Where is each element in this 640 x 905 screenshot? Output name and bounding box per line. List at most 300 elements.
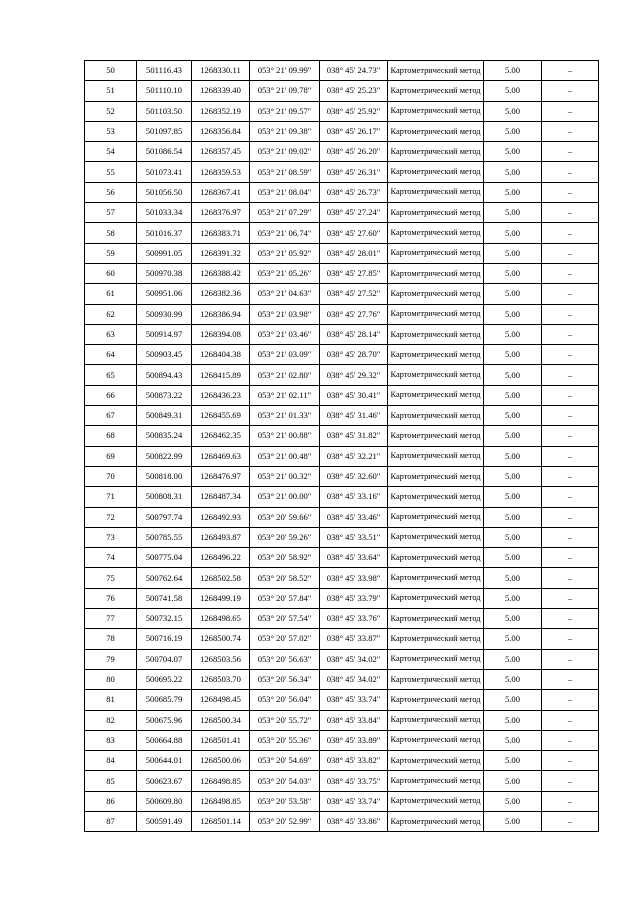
point-number-cell: 61 [85, 284, 137, 304]
method-cell: Картометрический метод [388, 629, 484, 649]
method-cell: Картометрический метод [388, 162, 484, 182]
point-number-cell: 63 [85, 324, 137, 344]
accuracy-cell: 5.00 [484, 406, 542, 426]
table-row [85, 263, 599, 283]
method-cell: Картометрический метод [388, 710, 484, 730]
point-number-cell: 73 [85, 527, 137, 547]
accuracy-cell: 5.00 [484, 101, 542, 121]
longitude-cell: 038° 45' 33.98" [320, 568, 388, 588]
note-cell: – [542, 446, 599, 466]
table-row [85, 751, 599, 771]
longitude-cell: 038° 45' 33.64" [320, 548, 388, 568]
method-cell: Картометрический метод [388, 223, 484, 243]
longitude-cell: 038° 45' 26.20" [320, 142, 388, 162]
x-coordinate-cell: 501016.37 [137, 223, 192, 243]
point-number-cell: 59 [85, 243, 137, 263]
point-number-cell: 70 [85, 466, 137, 486]
note-cell: – [542, 771, 599, 791]
latitude-cell: 053° 21' 07.29" [250, 203, 320, 223]
longitude-cell: 038° 45' 32.60" [320, 466, 388, 486]
latitude-cell: 053° 21' 09.99" [250, 61, 320, 81]
latitude-cell: 053° 21' 01.33" [250, 406, 320, 426]
table-row [85, 142, 599, 162]
method-cell: Картометрический метод [388, 324, 484, 344]
method-cell: Картометрический метод [388, 811, 484, 831]
accuracy-cell: 5.00 [484, 365, 542, 385]
y-coordinate-cell: 1268469.63 [192, 446, 250, 466]
x-coordinate-cell: 501110.10 [137, 81, 192, 101]
longitude-cell: 038° 45' 28.01" [320, 243, 388, 263]
x-coordinate-cell: 501097.85 [137, 121, 192, 141]
method-cell: Картометрический метод [388, 751, 484, 771]
y-coordinate-cell: 1268498.45 [192, 690, 250, 710]
point-number-cell: 62 [85, 304, 137, 324]
point-number-cell: 80 [85, 669, 137, 689]
accuracy-cell: 5.00 [484, 446, 542, 466]
x-coordinate-cell: 500762.64 [137, 568, 192, 588]
method-cell: Картометрический метод [388, 487, 484, 507]
latitude-cell: 053° 20' 59.66" [250, 507, 320, 527]
latitude-cell: 053° 20' 54.03" [250, 771, 320, 791]
x-coordinate-cell: 500644.01 [137, 751, 192, 771]
table-row [85, 466, 599, 486]
accuracy-cell: 5.00 [484, 609, 542, 629]
method-cell: Картометрический метод [388, 101, 484, 121]
table-row [85, 243, 599, 263]
table-row [85, 304, 599, 324]
y-coordinate-cell: 1268498.65 [192, 609, 250, 629]
x-coordinate-cell: 500835.24 [137, 426, 192, 446]
longitude-cell: 038° 45' 30.41" [320, 385, 388, 405]
x-coordinate-cell: 500849.31 [137, 406, 192, 426]
x-coordinate-cell: 500675.96 [137, 710, 192, 730]
y-coordinate-cell: 1268503.70 [192, 669, 250, 689]
x-coordinate-cell: 500716.19 [137, 629, 192, 649]
accuracy-cell: 5.00 [484, 243, 542, 263]
note-cell: – [542, 811, 599, 831]
latitude-cell: 053° 21' 05.92" [250, 243, 320, 263]
y-coordinate-cell: 1268386.94 [192, 304, 250, 324]
x-coordinate-cell: 501073.41 [137, 162, 192, 182]
y-coordinate-cell: 1268462.35 [192, 426, 250, 446]
point-number-cell: 82 [85, 710, 137, 730]
longitude-cell: 038° 45' 25.92" [320, 101, 388, 121]
coordinates-table-body [85, 61, 599, 832]
accuracy-cell: 5.00 [484, 669, 542, 689]
note-cell: – [542, 649, 599, 669]
note-cell: – [542, 669, 599, 689]
latitude-cell: 053° 20' 57.02" [250, 629, 320, 649]
longitude-cell: 038° 45' 33.16" [320, 487, 388, 507]
method-cell: Картометрический метод [388, 446, 484, 466]
latitude-cell: 053° 21' 08.04" [250, 182, 320, 202]
point-number-cell: 55 [85, 162, 137, 182]
point-number-cell: 68 [85, 426, 137, 446]
method-cell: Картометрический метод [388, 243, 484, 263]
y-coordinate-cell: 1268330.11 [192, 61, 250, 81]
note-cell: – [542, 385, 599, 405]
table-row [85, 649, 599, 669]
method-cell: Картометрический метод [388, 548, 484, 568]
y-coordinate-cell: 1268498.85 [192, 771, 250, 791]
longitude-cell: 038° 45' 27.24" [320, 203, 388, 223]
y-coordinate-cell: 1268391.32 [192, 243, 250, 263]
table-row [85, 690, 599, 710]
longitude-cell: 038° 45' 33.86" [320, 811, 388, 831]
method-cell: Картометрический метод [388, 426, 484, 446]
y-coordinate-cell: 1268388.42 [192, 263, 250, 283]
longitude-cell: 038° 45' 33.87" [320, 629, 388, 649]
point-number-cell: 79 [85, 649, 137, 669]
point-number-cell: 52 [85, 101, 137, 121]
method-cell: Картометрический метод [388, 304, 484, 324]
note-cell: – [542, 121, 599, 141]
accuracy-cell: 5.00 [484, 81, 542, 101]
y-coordinate-cell: 1268436.23 [192, 385, 250, 405]
point-number-cell: 67 [85, 406, 137, 426]
x-coordinate-cell: 500903.45 [137, 345, 192, 365]
latitude-cell: 053° 20' 55.72" [250, 710, 320, 730]
method-cell: Картометрический метод [388, 81, 484, 101]
table-row [85, 81, 599, 101]
accuracy-cell: 5.00 [484, 690, 542, 710]
y-coordinate-cell: 1268367.41 [192, 182, 250, 202]
point-number-cell: 50 [85, 61, 137, 81]
longitude-cell: 038° 45' 31.46" [320, 406, 388, 426]
note-cell: – [542, 791, 599, 811]
longitude-cell: 038° 45' 29.32" [320, 365, 388, 385]
note-cell: – [542, 142, 599, 162]
point-number-cell: 78 [85, 629, 137, 649]
note-cell: – [542, 101, 599, 121]
y-coordinate-cell: 1268492.93 [192, 507, 250, 527]
longitude-cell: 038° 45' 28.70" [320, 345, 388, 365]
point-number-cell: 60 [85, 263, 137, 283]
latitude-cell: 053° 20' 58.92" [250, 548, 320, 568]
note-cell: – [542, 406, 599, 426]
method-cell: Картометрический метод [388, 365, 484, 385]
method-cell: Картометрический метод [388, 649, 484, 669]
accuracy-cell: 5.00 [484, 710, 542, 730]
method-cell: Картометрический метод [388, 121, 484, 141]
accuracy-cell: 5.00 [484, 466, 542, 486]
latitude-cell: 053° 21' 00.48" [250, 446, 320, 466]
method-cell: Картометрический метод [388, 609, 484, 629]
x-coordinate-cell: 500914.97 [137, 324, 192, 344]
note-cell: – [542, 690, 599, 710]
y-coordinate-cell: 1268415.89 [192, 365, 250, 385]
accuracy-cell: 5.00 [484, 284, 542, 304]
point-number-cell: 75 [85, 568, 137, 588]
point-number-cell: 56 [85, 182, 137, 202]
latitude-cell: 053° 20' 56.63" [250, 649, 320, 669]
note-cell: – [542, 527, 599, 547]
coordinates-table [84, 60, 599, 832]
y-coordinate-cell: 1268357.45 [192, 142, 250, 162]
latitude-cell: 053° 20' 59.26" [250, 527, 320, 547]
longitude-cell: 038° 45' 33.75" [320, 771, 388, 791]
accuracy-cell: 5.00 [484, 730, 542, 750]
method-cell: Картометрический метод [388, 284, 484, 304]
longitude-cell: 038° 45' 33.79" [320, 588, 388, 608]
longitude-cell: 038° 45' 28.14" [320, 324, 388, 344]
x-coordinate-cell: 500785.55 [137, 527, 192, 547]
longitude-cell: 038° 45' 33.46" [320, 507, 388, 527]
latitude-cell: 053° 20' 54.69" [250, 751, 320, 771]
longitude-cell: 038° 45' 24.73" [320, 61, 388, 81]
latitude-cell: 053° 21' 03.98" [250, 304, 320, 324]
y-coordinate-cell: 1268339.40 [192, 81, 250, 101]
method-cell: Картометрический метод [388, 263, 484, 283]
x-coordinate-cell: 500775.04 [137, 548, 192, 568]
x-coordinate-cell: 500894.43 [137, 365, 192, 385]
accuracy-cell: 5.00 [484, 182, 542, 202]
method-cell: Картометрический метод [388, 345, 484, 365]
latitude-cell: 053° 20' 55.36" [250, 730, 320, 750]
table-row [85, 507, 599, 527]
note-cell: – [542, 304, 599, 324]
accuracy-cell: 5.00 [484, 263, 542, 283]
x-coordinate-cell: 500704.07 [137, 649, 192, 669]
note-cell: – [542, 588, 599, 608]
latitude-cell: 053° 21' 09.78" [250, 81, 320, 101]
y-coordinate-cell: 1268359.53 [192, 162, 250, 182]
method-cell: Картометрический метод [388, 406, 484, 426]
point-number-cell: 53 [85, 121, 137, 141]
x-coordinate-cell: 500623.67 [137, 771, 192, 791]
x-coordinate-cell: 501056.50 [137, 182, 192, 202]
accuracy-cell: 5.00 [484, 507, 542, 527]
accuracy-cell: 5.00 [484, 649, 542, 669]
x-coordinate-cell: 500991.05 [137, 243, 192, 263]
point-number-cell: 86 [85, 791, 137, 811]
y-coordinate-cell: 1268501.14 [192, 811, 250, 831]
y-coordinate-cell: 1268352.19 [192, 101, 250, 121]
longitude-cell: 038° 45' 34.02" [320, 649, 388, 669]
table-row [85, 669, 599, 689]
note-cell: – [542, 345, 599, 365]
accuracy-cell: 5.00 [484, 548, 542, 568]
y-coordinate-cell: 1268493.87 [192, 527, 250, 547]
x-coordinate-cell: 500664.88 [137, 730, 192, 750]
y-coordinate-cell: 1268404.38 [192, 345, 250, 365]
accuracy-cell: 5.00 [484, 527, 542, 547]
note-cell: – [542, 629, 599, 649]
accuracy-cell: 5.00 [484, 811, 542, 831]
y-coordinate-cell: 1268501.41 [192, 730, 250, 750]
note-cell: – [542, 548, 599, 568]
longitude-cell: 038° 45' 27.60" [320, 223, 388, 243]
y-coordinate-cell: 1268487.34 [192, 487, 250, 507]
note-cell: – [542, 710, 599, 730]
method-cell: Картометрический метод [388, 771, 484, 791]
longitude-cell: 038° 45' 33.76" [320, 609, 388, 629]
table-row [85, 791, 599, 811]
x-coordinate-cell: 501116.43 [137, 61, 192, 81]
accuracy-cell: 5.00 [484, 345, 542, 365]
table-row [85, 527, 599, 547]
x-coordinate-cell: 500695.22 [137, 669, 192, 689]
y-coordinate-cell: 1268383.71 [192, 223, 250, 243]
table-row [85, 446, 599, 466]
x-coordinate-cell: 500685.79 [137, 690, 192, 710]
x-coordinate-cell: 500970.38 [137, 263, 192, 283]
method-cell: Картометрический метод [388, 568, 484, 588]
accuracy-cell: 5.00 [484, 61, 542, 81]
point-number-cell: 54 [85, 142, 137, 162]
method-cell: Картометрический метод [388, 507, 484, 527]
latitude-cell: 053° 21' 09.57" [250, 101, 320, 121]
accuracy-cell: 5.00 [484, 324, 542, 344]
latitude-cell: 053° 21' 09.02" [250, 142, 320, 162]
note-cell: – [542, 263, 599, 283]
x-coordinate-cell: 501103.50 [137, 101, 192, 121]
method-cell: Картометрический метод [388, 61, 484, 81]
point-number-cell: 81 [85, 690, 137, 710]
y-coordinate-cell: 1268376.97 [192, 203, 250, 223]
latitude-cell: 053° 20' 52.99" [250, 811, 320, 831]
y-coordinate-cell: 1268498.85 [192, 791, 250, 811]
table-row [85, 223, 599, 243]
longitude-cell: 038° 45' 34.02" [320, 669, 388, 689]
note-cell: – [542, 487, 599, 507]
latitude-cell: 053° 20' 57.84" [250, 588, 320, 608]
latitude-cell: 053° 21' 04.63" [250, 284, 320, 304]
point-number-cell: 84 [85, 751, 137, 771]
note-cell: – [542, 507, 599, 527]
method-cell: Картометрический метод [388, 669, 484, 689]
y-coordinate-cell: 1268496.22 [192, 548, 250, 568]
accuracy-cell: 5.00 [484, 629, 542, 649]
note-cell: – [542, 609, 599, 629]
latitude-cell: 053° 21' 03.09" [250, 345, 320, 365]
longitude-cell: 038° 45' 27.85" [320, 263, 388, 283]
table-row [85, 730, 599, 750]
accuracy-cell: 5.00 [484, 385, 542, 405]
method-cell: Картометрический метод [388, 588, 484, 608]
note-cell: – [542, 203, 599, 223]
latitude-cell: 053° 21' 00.88" [250, 426, 320, 446]
table-row [85, 101, 599, 121]
note-cell: – [542, 284, 599, 304]
table-row [85, 284, 599, 304]
x-coordinate-cell: 500951.06 [137, 284, 192, 304]
latitude-cell: 053° 21' 00.00" [250, 487, 320, 507]
x-coordinate-cell: 500797.74 [137, 507, 192, 527]
note-cell: – [542, 243, 599, 263]
point-number-cell: 71 [85, 487, 137, 507]
point-number-cell: 76 [85, 588, 137, 608]
x-coordinate-cell: 501033.34 [137, 203, 192, 223]
y-coordinate-cell: 1268356.84 [192, 121, 250, 141]
point-number-cell: 65 [85, 365, 137, 385]
note-cell: – [542, 568, 599, 588]
method-cell: Картометрический метод [388, 385, 484, 405]
latitude-cell: 053° 20' 56.34" [250, 669, 320, 689]
table-row [85, 365, 599, 385]
latitude-cell: 053° 20' 58.52" [250, 568, 320, 588]
longitude-cell: 038° 45' 33.74" [320, 791, 388, 811]
table-row [85, 588, 599, 608]
table-row [85, 548, 599, 568]
longitude-cell: 038° 45' 32.21" [320, 446, 388, 466]
longitude-cell: 038° 45' 26.31" [320, 162, 388, 182]
x-coordinate-cell: 500732.15 [137, 609, 192, 629]
accuracy-cell: 5.00 [484, 304, 542, 324]
method-cell: Картометрический метод [388, 142, 484, 162]
table-row [85, 324, 599, 344]
y-coordinate-cell: 1268500.34 [192, 710, 250, 730]
y-coordinate-cell: 1268499.19 [192, 588, 250, 608]
note-cell: – [542, 730, 599, 750]
accuracy-cell: 5.00 [484, 568, 542, 588]
y-coordinate-cell: 1268476.97 [192, 466, 250, 486]
table-row [85, 629, 599, 649]
accuracy-cell: 5.00 [484, 588, 542, 608]
x-coordinate-cell: 500591.49 [137, 811, 192, 831]
x-coordinate-cell: 500808.31 [137, 487, 192, 507]
y-coordinate-cell: 1268382.36 [192, 284, 250, 304]
point-number-cell: 74 [85, 548, 137, 568]
longitude-cell: 038° 45' 33.89" [320, 730, 388, 750]
accuracy-cell: 5.00 [484, 791, 542, 811]
longitude-cell: 038° 45' 27.76" [320, 304, 388, 324]
method-cell: Картометрический метод [388, 791, 484, 811]
table-row [85, 771, 599, 791]
longitude-cell: 038° 45' 33.82" [320, 751, 388, 771]
method-cell: Картометрический метод [388, 527, 484, 547]
longitude-cell: 038° 45' 27.52" [320, 284, 388, 304]
accuracy-cell: 5.00 [484, 121, 542, 141]
table-row [85, 487, 599, 507]
accuracy-cell: 5.00 [484, 771, 542, 791]
point-number-cell: 57 [85, 203, 137, 223]
longitude-cell: 038° 45' 33.51" [320, 527, 388, 547]
latitude-cell: 053° 21' 02.11" [250, 385, 320, 405]
method-cell: Картометрический метод [388, 203, 484, 223]
longitude-cell: 038° 45' 33.84" [320, 710, 388, 730]
accuracy-cell: 5.00 [484, 223, 542, 243]
table-row [85, 406, 599, 426]
point-number-cell: 66 [85, 385, 137, 405]
point-number-cell: 85 [85, 771, 137, 791]
table-row [85, 61, 599, 81]
table-row [85, 385, 599, 405]
y-coordinate-cell: 1268502.58 [192, 568, 250, 588]
point-number-cell: 87 [85, 811, 137, 831]
x-coordinate-cell: 500873.22 [137, 385, 192, 405]
latitude-cell: 053° 21' 03.46" [250, 324, 320, 344]
table-row [85, 182, 599, 202]
x-coordinate-cell: 500930.99 [137, 304, 192, 324]
latitude-cell: 053° 21' 08.59" [250, 162, 320, 182]
note-cell: – [542, 324, 599, 344]
table-row [85, 203, 599, 223]
table-row [85, 345, 599, 365]
x-coordinate-cell: 500822.99 [137, 446, 192, 466]
point-number-cell: 64 [85, 345, 137, 365]
note-cell: – [542, 426, 599, 446]
accuracy-cell: 5.00 [484, 751, 542, 771]
latitude-cell: 053° 21' 02.80" [250, 365, 320, 385]
method-cell: Картометрический метод [388, 690, 484, 710]
note-cell: – [542, 61, 599, 81]
x-coordinate-cell: 500609.80 [137, 791, 192, 811]
x-coordinate-cell: 501086.54 [137, 142, 192, 162]
latitude-cell: 053° 21' 09.38" [250, 121, 320, 141]
method-cell: Картометрический метод [388, 182, 484, 202]
accuracy-cell: 5.00 [484, 426, 542, 446]
